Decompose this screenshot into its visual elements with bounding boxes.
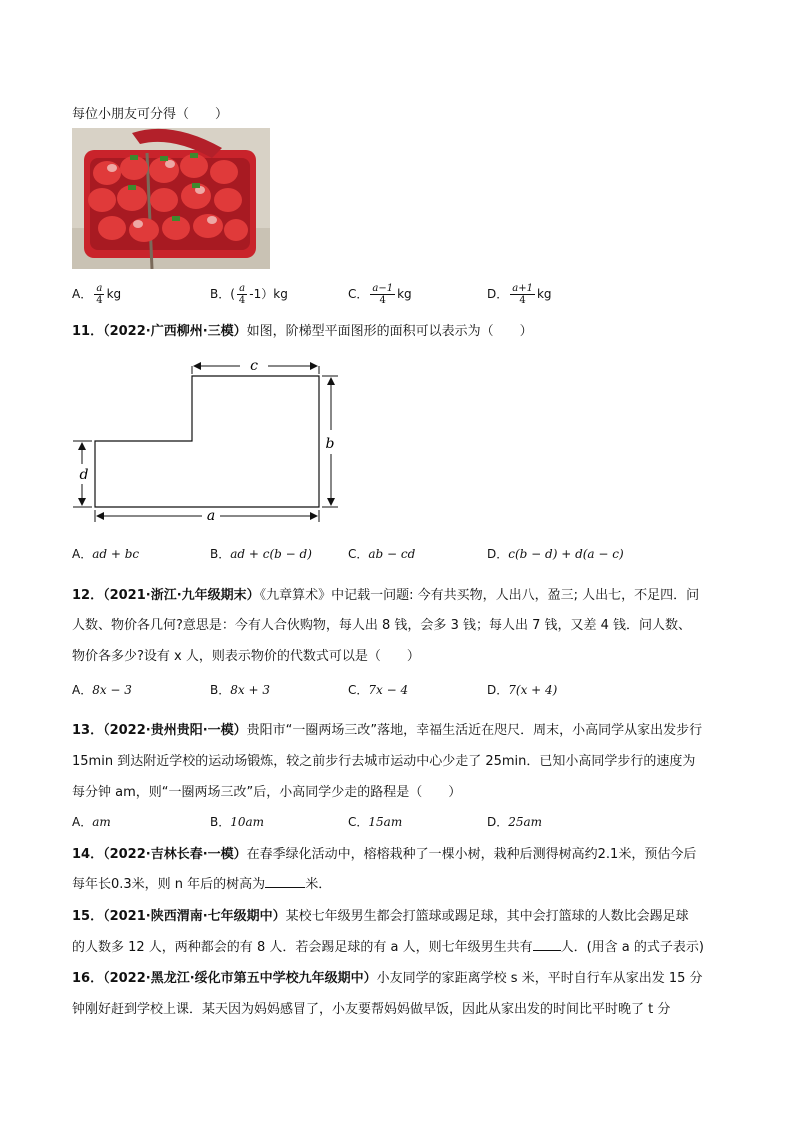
- q11-stem: 11．（2022·广西柳州·三模）如图，阶梯型平面图形的面积可以表示为（ ）: [72, 324, 533, 339]
- q13-option-a: A．am: [72, 815, 111, 829]
- figure-label-c: c: [250, 358, 258, 374]
- q11-option-b: B．ad + c(b − d): [210, 547, 312, 561]
- figure-label-d: d: [79, 467, 89, 483]
- q13-option-b: B．10am: [210, 815, 265, 829]
- answer-blank[interactable]: [265, 875, 305, 888]
- q10-option-b: B．( $\frac{a}{4}$ -1）kg: [210, 283, 288, 306]
- q12-line1: 12．（2021·浙江·九年级期末）《九章算术》中记载一问题: 今有共买物，人出八，盈三; 人出七，不足四．问: [72, 588, 700, 603]
- q12-option-c: C．7x − 4: [348, 683, 409, 697]
- q13-option-d: D．25am: [487, 815, 543, 829]
- q11-option-c: C．ab − cd: [348, 547, 416, 561]
- q13-option-c: C．15am: [348, 815, 403, 829]
- q10-option-a: A． $\frac{a}{4}$ kg: [72, 283, 122, 306]
- q12-line2: 人数、物价各几何?意思是：今有人合伙购物，每人出 8 钱，会多 3 钱；每人出 7 钱，又差 4 钱．问人数、: [72, 618, 692, 633]
- q10-tail: 每位小朋友可分得（ ）: [72, 107, 229, 122]
- strawberry-basket-image: [72, 128, 270, 269]
- q15-line2: 的人数多 12 人，两种都会的有 8 人．若会踢足球的有 a 人，则七年级男生共有 人．(用含 a 的式子表示): [72, 940, 704, 955]
- q13-line1: 13．（2022·贵州贵阳·一模）贵阳市“一圈两场三改”落地，幸福生活近在咫尺．周末，小高同学从家出发步行: [72, 723, 703, 738]
- q10-option-d: D． $\frac{a+1}{4}$ kg: [487, 283, 552, 306]
- q16-line1: 16．（2022·黑龙江·绥化市第五中学校九年级期中）小友同学的家距离学校 s 米，平时自行车从家出发 15 分: [72, 971, 703, 986]
- q12-option-b: B．8x + 3: [210, 683, 270, 697]
- q11-staircase-figure: [68, 356, 348, 526]
- q13-line2: 15min 到达附近学校的运动场锻炼，较之前步行去城市运动中心少走了 25min．已知小高同学步行的速度为: [72, 754, 696, 769]
- q11-option-a: A．ad + bc: [72, 547, 140, 561]
- q10-option-c: C． $\frac{a-1}{4}$ kg: [348, 283, 412, 306]
- q13-line3: 每分钟 am，则“一圈两场三改”后，小高同学少走的路程是（ ）: [72, 785, 462, 800]
- q15-line1: 15．（2021·陕西渭南·七年级期中）某校七年级男生都会打篮球或踢足球，其中会打篮球的人数比会踢足球: [72, 909, 689, 924]
- answer-blank[interactable]: [533, 938, 561, 951]
- q16-line2: 钟刚好赶到学校上课．某天因为妈妈感冒了，小友要帮妈妈做早饭，因此从家出发的时间比平时晚了 t 分: [72, 1002, 671, 1017]
- figure-label-b: b: [325, 436, 335, 452]
- q11-option-d: D．c(b − d) + d(a − c): [487, 547, 624, 561]
- figure-label-a: a: [206, 508, 216, 524]
- q14-line2: 每年长0.3米，则 n 年后的树高为 米．: [72, 877, 332, 892]
- q12-option-d: D．7(x + 4): [487, 683, 558, 697]
- q12-option-a: A．8x − 3: [72, 683, 132, 697]
- q14-line1: 14．（2022·吉林长春·一模）在春季绿化活动中，榕榕栽种了一棵小树，栽种后测得树高约2.1米，预估今后: [72, 847, 697, 862]
- q12-line3: 物价各多少?设有 x 人，则表示物价的代数式可以是（ ）: [72, 649, 420, 664]
